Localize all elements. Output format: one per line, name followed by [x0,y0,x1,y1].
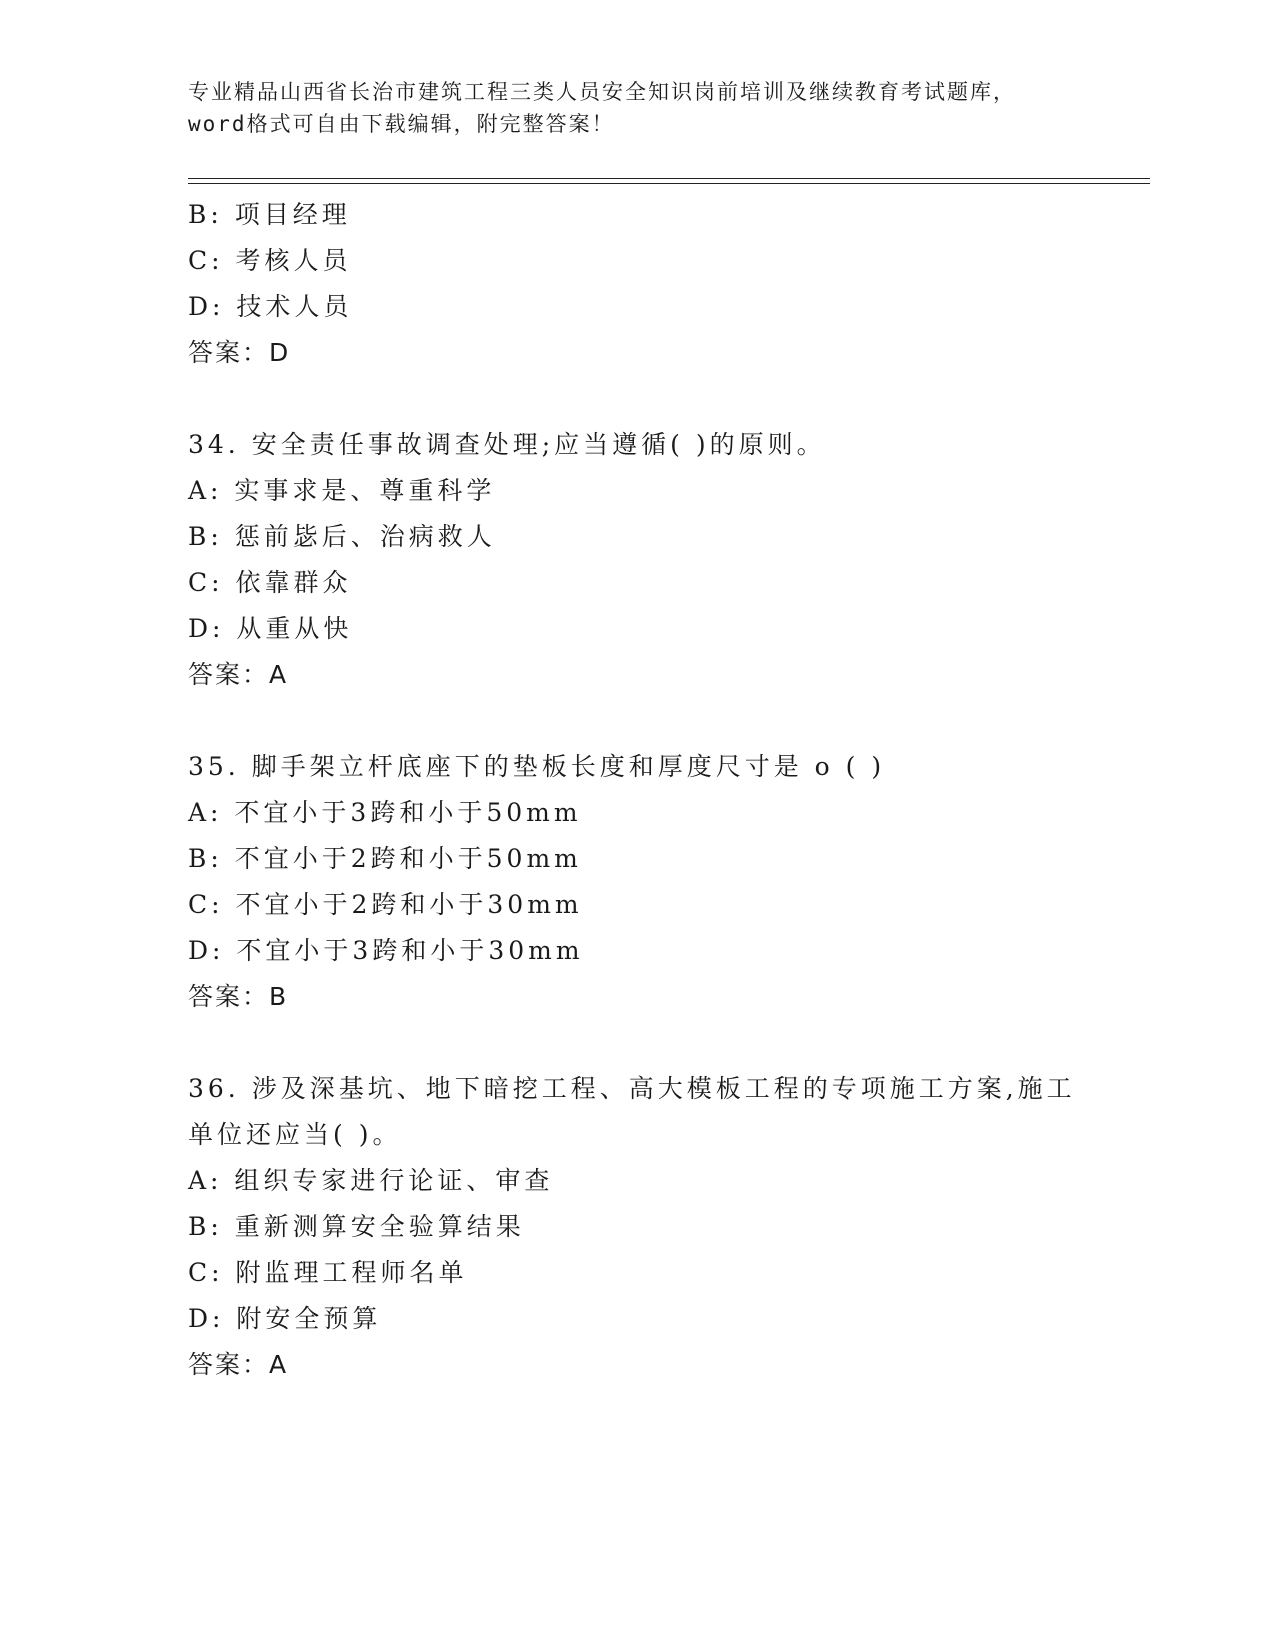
option-d: D: 技术人员 [188,292,353,321]
header-divider-bottom [188,183,1150,184]
question-stem-line-1: 36. 涉及深基坑、地下暗挖工程、高大模板工程的专项施工方案,施工 [188,1074,1076,1103]
option-a: A: 不宜小于3跨和小于50mm [188,798,582,827]
question-33-tail [188,192,1148,376]
option-d: D: 附安全预算 [188,1304,382,1333]
question-stem-line-2: 单位还应当( )。 [188,1120,402,1149]
option-c: C: 附监理工程师名单 [188,1258,468,1287]
spacer [188,698,1148,744]
option-c: C: 依靠群众 [188,568,352,597]
spacer [188,1020,1148,1066]
option-b: B: 项目经理 [188,200,351,229]
option-b: B: 惩前毖后、治病救人 [188,522,496,551]
answer-line: 答案：A [188,1350,289,1379]
option-a: A: 实事求是、尊重科学 [188,476,496,505]
header-line-2: word格式可自由下载编辑，附完整答案！ [188,112,615,136]
answer-line: 答案：B [188,982,289,1011]
option-c: C: 考核人员 [188,246,352,275]
header-divider-top [188,178,1150,179]
option-b: B: 重新测算安全验算结果 [188,1212,525,1241]
page-header [188,76,1088,140]
question-36 [188,1066,1148,1388]
question-stem: 35. 脚手架立杆底座下的垫板长度和厚度尺寸是 o ( ) [188,752,886,781]
question-list [188,192,1148,1388]
option-d: D: 从重从快 [188,614,353,643]
option-d: D: 不宜小于3跨和小于30mm [188,936,584,965]
header-line-1: 专业精品山西省长治市建筑工程三类人员安全知识岗前培训及继续教育考试题库， [188,80,1016,104]
option-b: B: 不宜小于2跨和小于50mm [188,844,582,873]
option-c: C: 不宜小于2跨和小于30mm [188,890,583,919]
question-stem: 34. 安全责任事故调查处理;应当遵循( )的原则。 [188,430,826,459]
option-a: A: 组织专家进行论证、审查 [188,1166,554,1195]
answer-line: 答案：A [188,660,289,689]
answer-line: 答案：D [188,338,291,367]
question-35 [188,744,1148,1020]
question-34 [188,422,1148,698]
spacer [188,376,1148,422]
